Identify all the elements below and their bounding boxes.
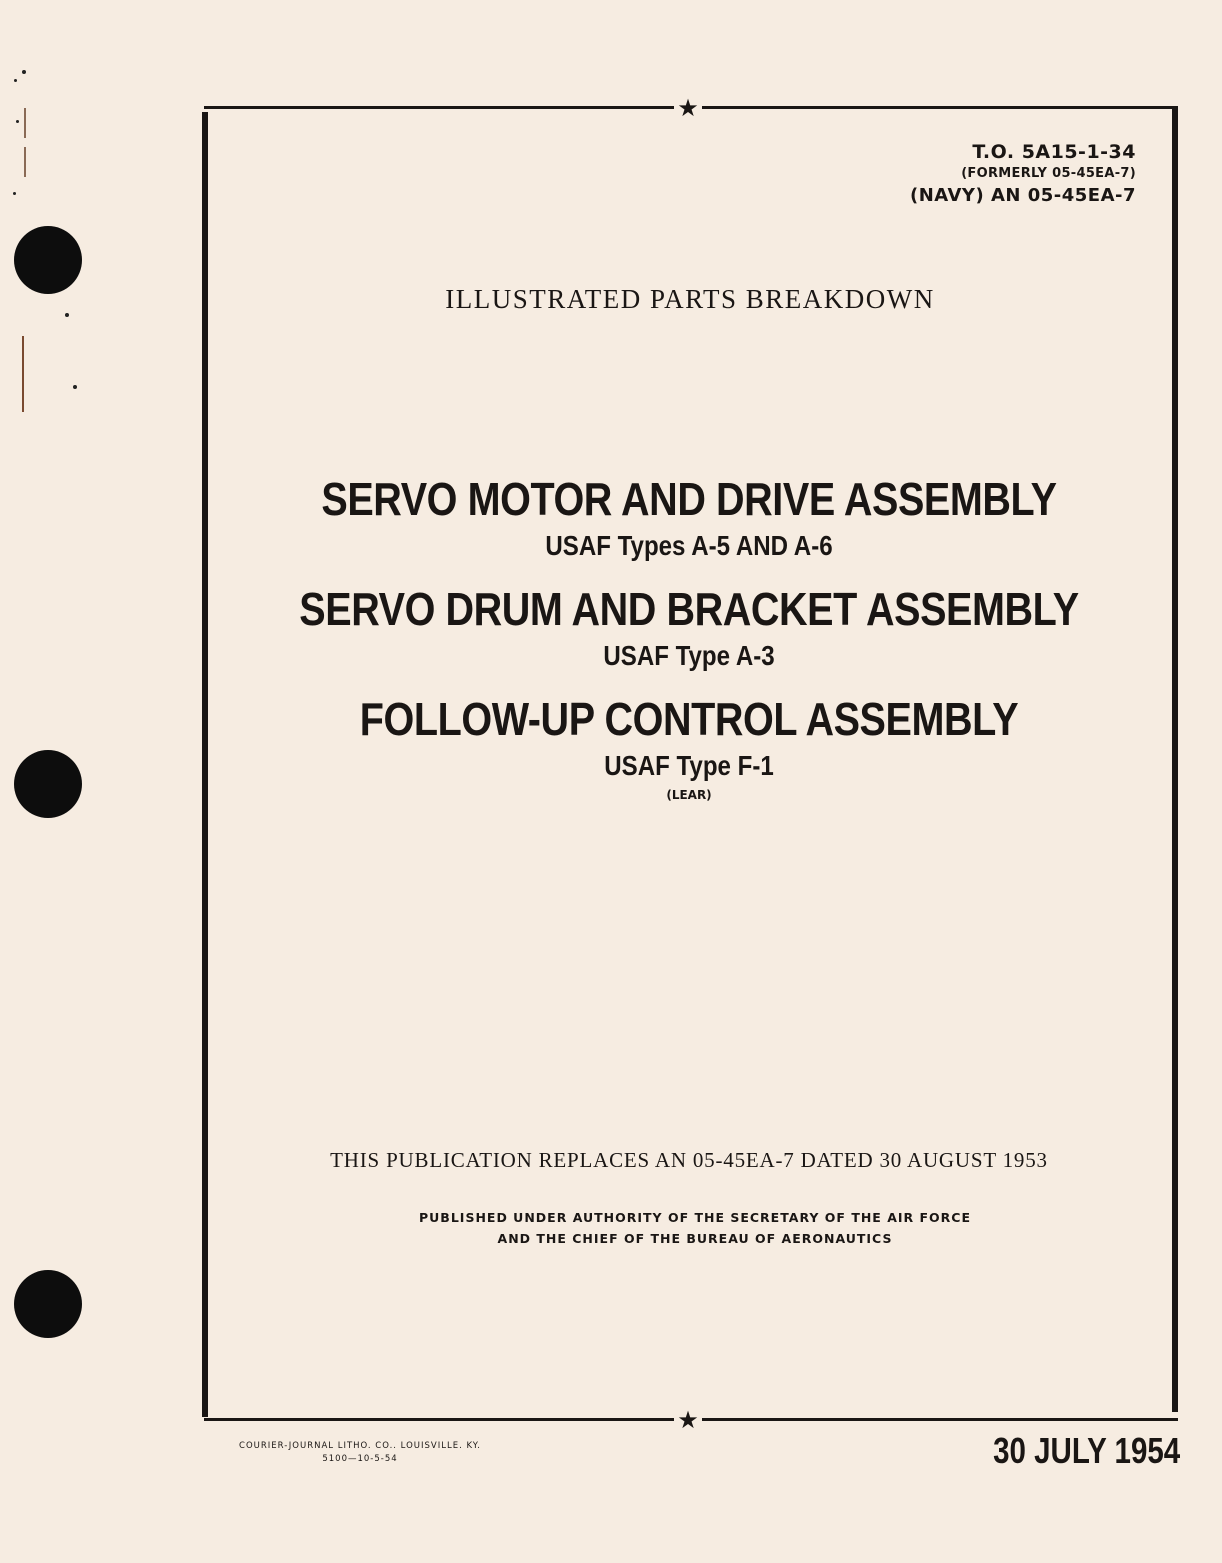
paper-speck xyxy=(73,385,77,389)
authority-line-1: PUBLISHED UNDER AUTHORITY OF THE SECRETARY OF THE AIR FORCE xyxy=(419,1210,971,1225)
binder-hole-bottom xyxy=(14,1270,82,1338)
title-block xyxy=(204,470,1174,802)
title-servo-motor: SERVO MOTOR AND DRIVE ASSEMBLY xyxy=(321,473,1057,525)
manufacturer: (LEAR) xyxy=(666,788,712,802)
to-number: T.O. 5A15-1-34 xyxy=(972,141,1136,163)
authority-line-2: AND THE CHIEF OF THE BUREAU OF AERONAUTICS xyxy=(497,1231,893,1246)
technical-order-block xyxy=(910,140,1136,208)
star-icon: ★ xyxy=(674,1407,702,1433)
binder-hole-middle xyxy=(14,750,82,818)
publication-date: 30 JULY 1954 xyxy=(992,1430,1180,1471)
authority-statement xyxy=(204,1207,1186,1249)
subtitle-servo-motor: USAF Types A-5 AND A-6 xyxy=(545,530,833,561)
formerly-number: (FORMERLY 05-45EA-7) xyxy=(961,166,1136,181)
paper-speck xyxy=(13,192,16,195)
subtitle-servo-drum: USAF Type A-3 xyxy=(603,640,775,671)
paper-mark xyxy=(24,147,26,177)
paper-speck xyxy=(14,79,17,82)
printer-imprint xyxy=(200,1440,520,1466)
navy-number: (NAVY) AN 05-45EA-7 xyxy=(909,185,1136,206)
star-icon: ★ xyxy=(674,95,702,121)
paper-speck xyxy=(16,120,19,123)
document-heading: ILLUSTRATED PARTS BREAKDOWN xyxy=(445,284,935,314)
title-servo-drum: SERVO DRUM AND BRACKET ASSEMBLY xyxy=(299,583,1079,635)
subtitle-follow-up: USAF Type F-1 xyxy=(604,750,774,781)
title-follow-up: FOLLOW-UP CONTROL ASSEMBLY xyxy=(359,693,1019,745)
replaces-note: THIS PUBLICATION REPLACES AN 05-45EA-7 DATED 30 AUGUST 1953 xyxy=(330,1148,1048,1172)
paper-speck xyxy=(22,70,26,74)
paper-mark xyxy=(24,108,26,138)
printer-line-2: 5100—10-5-54 xyxy=(322,1454,398,1464)
paper-mark xyxy=(22,336,24,412)
printer-line-1: COURIER-JOURNAL LITHO. CO.. LOUISVILLE. KY. xyxy=(239,1441,481,1451)
